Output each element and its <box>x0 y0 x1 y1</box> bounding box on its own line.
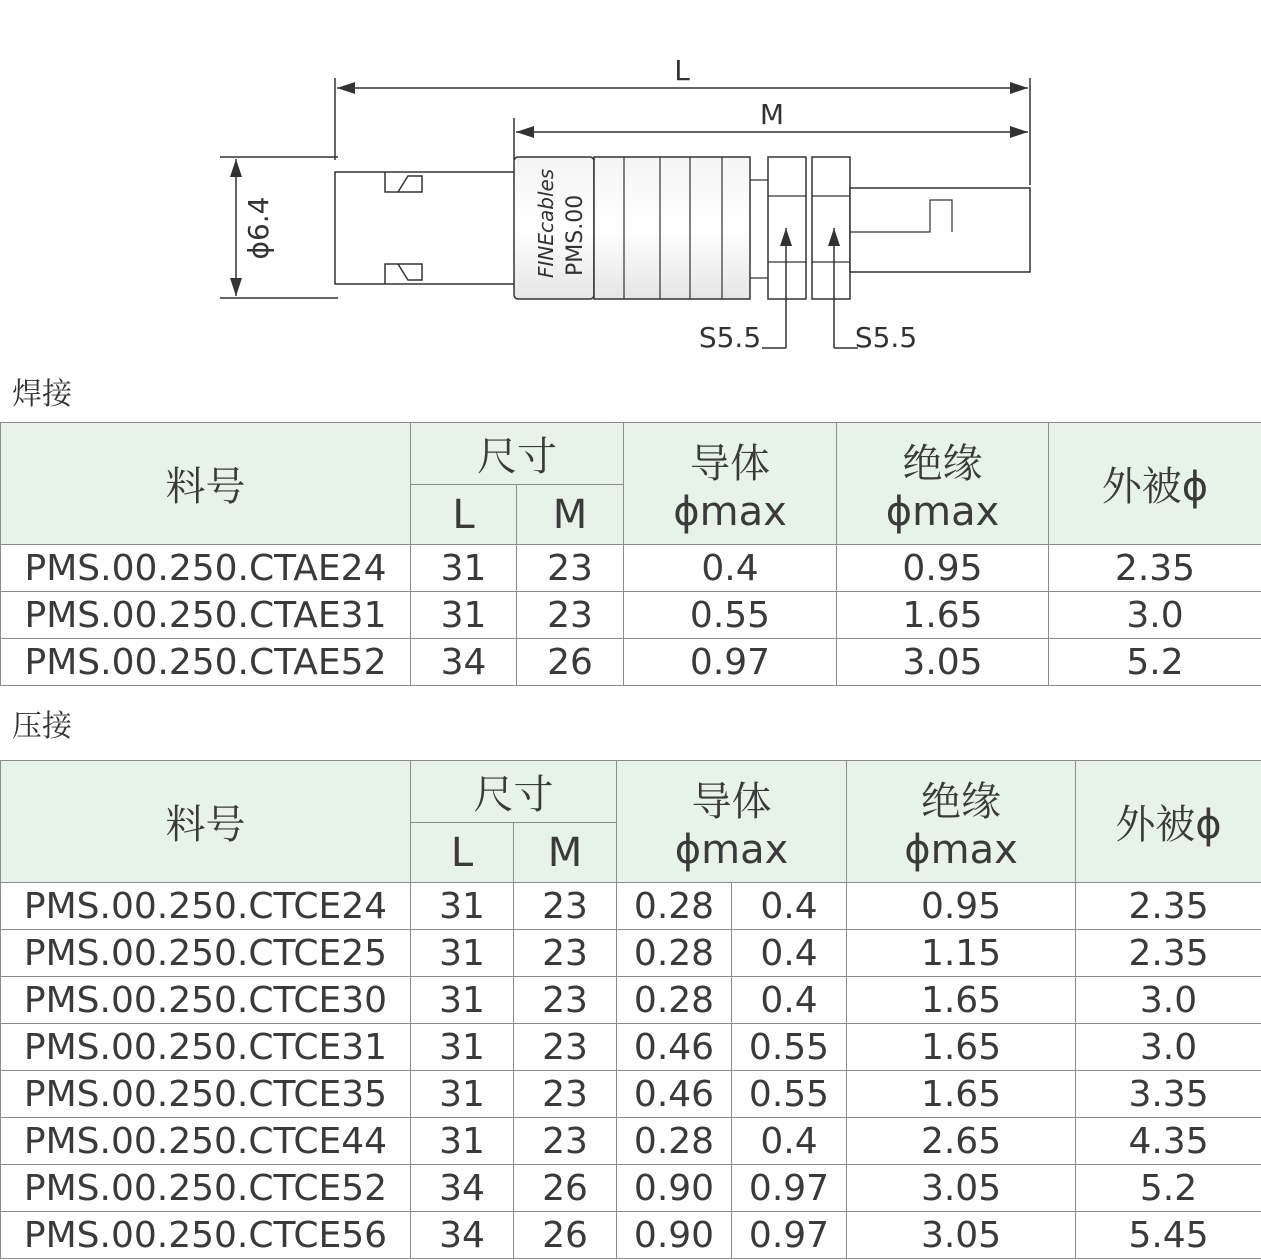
header-insulation <box>837 423 1049 545</box>
section-label-crimp: 压接 <box>12 709 72 744</box>
cell-insulation: 1.15 <box>847 930 1076 977</box>
cell-insulation: 1.65 <box>847 1024 1076 1071</box>
cell-jacket: 2.35 <box>1049 545 1261 592</box>
header-M: M <box>517 485 624 545</box>
header-part-no: 料号 <box>1 761 411 883</box>
cell-conductor-b: 0.4 <box>732 930 847 977</box>
cell-insulation: 1.65 <box>837 592 1049 639</box>
header-conductor-max: ϕmax <box>674 827 789 873</box>
cell-insulation: 3.05 <box>847 1165 1076 1212</box>
header-L: L <box>411 485 517 545</box>
header-size: 尺寸 <box>411 423 624 485</box>
connector-drawing-svg <box>0 0 1261 370</box>
cell-conductor-b: 0.4 <box>732 883 847 930</box>
front-insert <box>335 172 515 284</box>
header-L: L <box>411 823 514 883</box>
cell-L: 31 <box>411 883 514 930</box>
cell-M: 26 <box>514 1212 617 1259</box>
header-conductor-max: ϕmax <box>673 489 787 535</box>
cell-insulation: 0.95 <box>847 883 1076 930</box>
cell-jacket: 3.0 <box>1076 1024 1261 1071</box>
cell-L: 34 <box>411 639 517 686</box>
table-row <box>1 545 1261 592</box>
table-row <box>1 977 1261 1024</box>
cell-L: 34 <box>411 1165 514 1212</box>
cell-part-no: PMS.00.250.CTCE56 <box>1 1212 411 1259</box>
cell-conductor-a: 0.90 <box>617 1212 732 1259</box>
cell-part-no: PMS.00.250.CTAE24 <box>1 545 411 592</box>
cell-jacket: 3.35 <box>1076 1071 1261 1118</box>
cell-part-no: PMS.00.250.CTCE30 <box>1 977 411 1024</box>
cell-jacket: 3.0 <box>1049 592 1261 639</box>
header-part-no: 料号 <box>1 423 411 545</box>
cell-conductor: 0.4 <box>624 545 837 592</box>
cell-L: 31 <box>411 977 514 1024</box>
cell-L: 31 <box>411 1024 514 1071</box>
cell-part-no: PMS.00.250.CTCE25 <box>1 930 411 977</box>
cell-insulation: 1.65 <box>847 977 1076 1024</box>
solder-spec-table <box>0 422 1261 686</box>
table-row <box>1 1071 1261 1118</box>
header-insulation <box>847 761 1076 883</box>
cell-M: 23 <box>517 592 624 639</box>
cell-insulation: 2.65 <box>847 1118 1076 1165</box>
cell-conductor-a: 0.28 <box>617 883 732 930</box>
cell-jacket: 3.0 <box>1076 977 1261 1024</box>
callout-s2-label: S5.5 <box>854 321 918 354</box>
cell-conductor-a: 0.28 <box>617 930 732 977</box>
cell-jacket: 2.35 <box>1076 930 1261 977</box>
model-marking: PMS.00 <box>563 194 588 276</box>
hex-nut-1 <box>768 157 806 299</box>
connector-drawing <box>0 0 1261 370</box>
cell-conductor-a: 0.46 <box>617 1024 732 1071</box>
cell-M: 23 <box>514 1024 617 1071</box>
cell-part-no: PMS.00.250.CTCE52 <box>1 1165 411 1212</box>
header-size: 尺寸 <box>411 761 617 823</box>
header-jacket: 外被ϕ <box>1049 423 1261 545</box>
header-insulation-max: ϕmax <box>904 827 1018 873</box>
cell-part-no: PMS.00.250.CTCE44 <box>1 1118 411 1165</box>
header-row <box>1 761 1261 823</box>
cell-conductor-b: 0.4 <box>732 977 847 1024</box>
table-row <box>1 1118 1261 1165</box>
cell-insulation: 3.05 <box>837 639 1049 686</box>
cell-part-no: PMS.00.250.CTCE35 <box>1 1071 411 1118</box>
table-row <box>1 1024 1261 1071</box>
cell-conductor-a: 0.28 <box>617 1118 732 1165</box>
header-conductor <box>617 761 847 883</box>
cell-insulation: 1.65 <box>847 1071 1076 1118</box>
cell-conductor-a: 0.28 <box>617 977 732 1024</box>
cell-L: 34 <box>411 1212 514 1259</box>
table-row <box>1 1212 1261 1259</box>
dimension-L-label: L <box>674 54 690 87</box>
cell-conductor-a: 0.90 <box>617 1165 732 1212</box>
section-label-solder: 焊接 <box>12 377 72 412</box>
table-row <box>1 930 1261 977</box>
dimension-M-label: M <box>759 98 785 131</box>
cell-insulation: 3.05 <box>847 1212 1076 1259</box>
cell-part-no: PMS.00.250.CTAE31 <box>1 592 411 639</box>
cell-jacket: 5.2 <box>1049 639 1261 686</box>
cell-L: 31 <box>411 1118 514 1165</box>
callout-s1-label: S5.5 <box>698 321 762 354</box>
cell-M: 26 <box>514 1165 617 1212</box>
cell-conductor-b: 0.97 <box>732 1212 847 1259</box>
cell-part-no: PMS.00.250.CTCE24 <box>1 883 411 930</box>
cell-M: 23 <box>514 977 617 1024</box>
header-conductor-title: 导体 <box>690 441 770 487</box>
cell-L: 31 <box>411 545 517 592</box>
table-row <box>1 639 1261 686</box>
cell-conductor-b: 0.97 <box>732 1165 847 1212</box>
brand-marking: FINEcables <box>534 168 558 278</box>
crimp-spec-table <box>0 760 1261 1259</box>
header-insulation-title: 绝缘 <box>921 779 1002 825</box>
cell-M: 23 <box>514 1071 617 1118</box>
cell-conductor: 0.55 <box>624 592 837 639</box>
cell-M: 26 <box>517 639 624 686</box>
cell-M: 23 <box>514 930 617 977</box>
cell-jacket: 4.35 <box>1076 1118 1261 1165</box>
cell-jacket: 5.45 <box>1076 1212 1261 1259</box>
header-conductor <box>624 423 837 545</box>
header-row <box>1 423 1261 485</box>
cell-M: 23 <box>514 1118 617 1165</box>
header-M: M <box>514 823 617 883</box>
cell-jacket: 5.2 <box>1076 1165 1261 1212</box>
cell-L: 31 <box>411 930 514 977</box>
cell-conductor-b: 0.4 <box>732 1118 847 1165</box>
header-jacket: 外被ϕ <box>1076 761 1261 883</box>
cell-conductor-b: 0.55 <box>732 1024 847 1071</box>
cell-conductor-a: 0.46 <box>617 1071 732 1118</box>
cell-part-no: PMS.00.250.CTAE52 <box>1 639 411 686</box>
cell-M: 23 <box>514 883 617 930</box>
table-row <box>1 1165 1261 1212</box>
knurled-grip <box>594 157 750 299</box>
cell-part-no: PMS.00.250.CTCE31 <box>1 1024 411 1071</box>
table-row <box>1 592 1261 639</box>
header-insulation-title: 绝缘 <box>902 441 983 487</box>
hex-nut-2 <box>812 157 850 299</box>
cell-conductor-b: 0.55 <box>732 1071 847 1118</box>
header-insulation-max: ϕmax <box>885 489 1000 535</box>
cell-M: 23 <box>517 545 624 592</box>
cell-L: 31 <box>411 592 517 639</box>
cell-conductor: 0.97 <box>624 639 837 686</box>
cell-L: 31 <box>411 1071 514 1118</box>
header-conductor-title: 导体 <box>691 779 772 825</box>
dimension-diameter-label: ϕ6.4 <box>242 196 275 260</box>
table-row <box>1 883 1261 930</box>
cell-insulation: 0.95 <box>837 545 1049 592</box>
cell-jacket: 2.35 <box>1076 883 1261 930</box>
